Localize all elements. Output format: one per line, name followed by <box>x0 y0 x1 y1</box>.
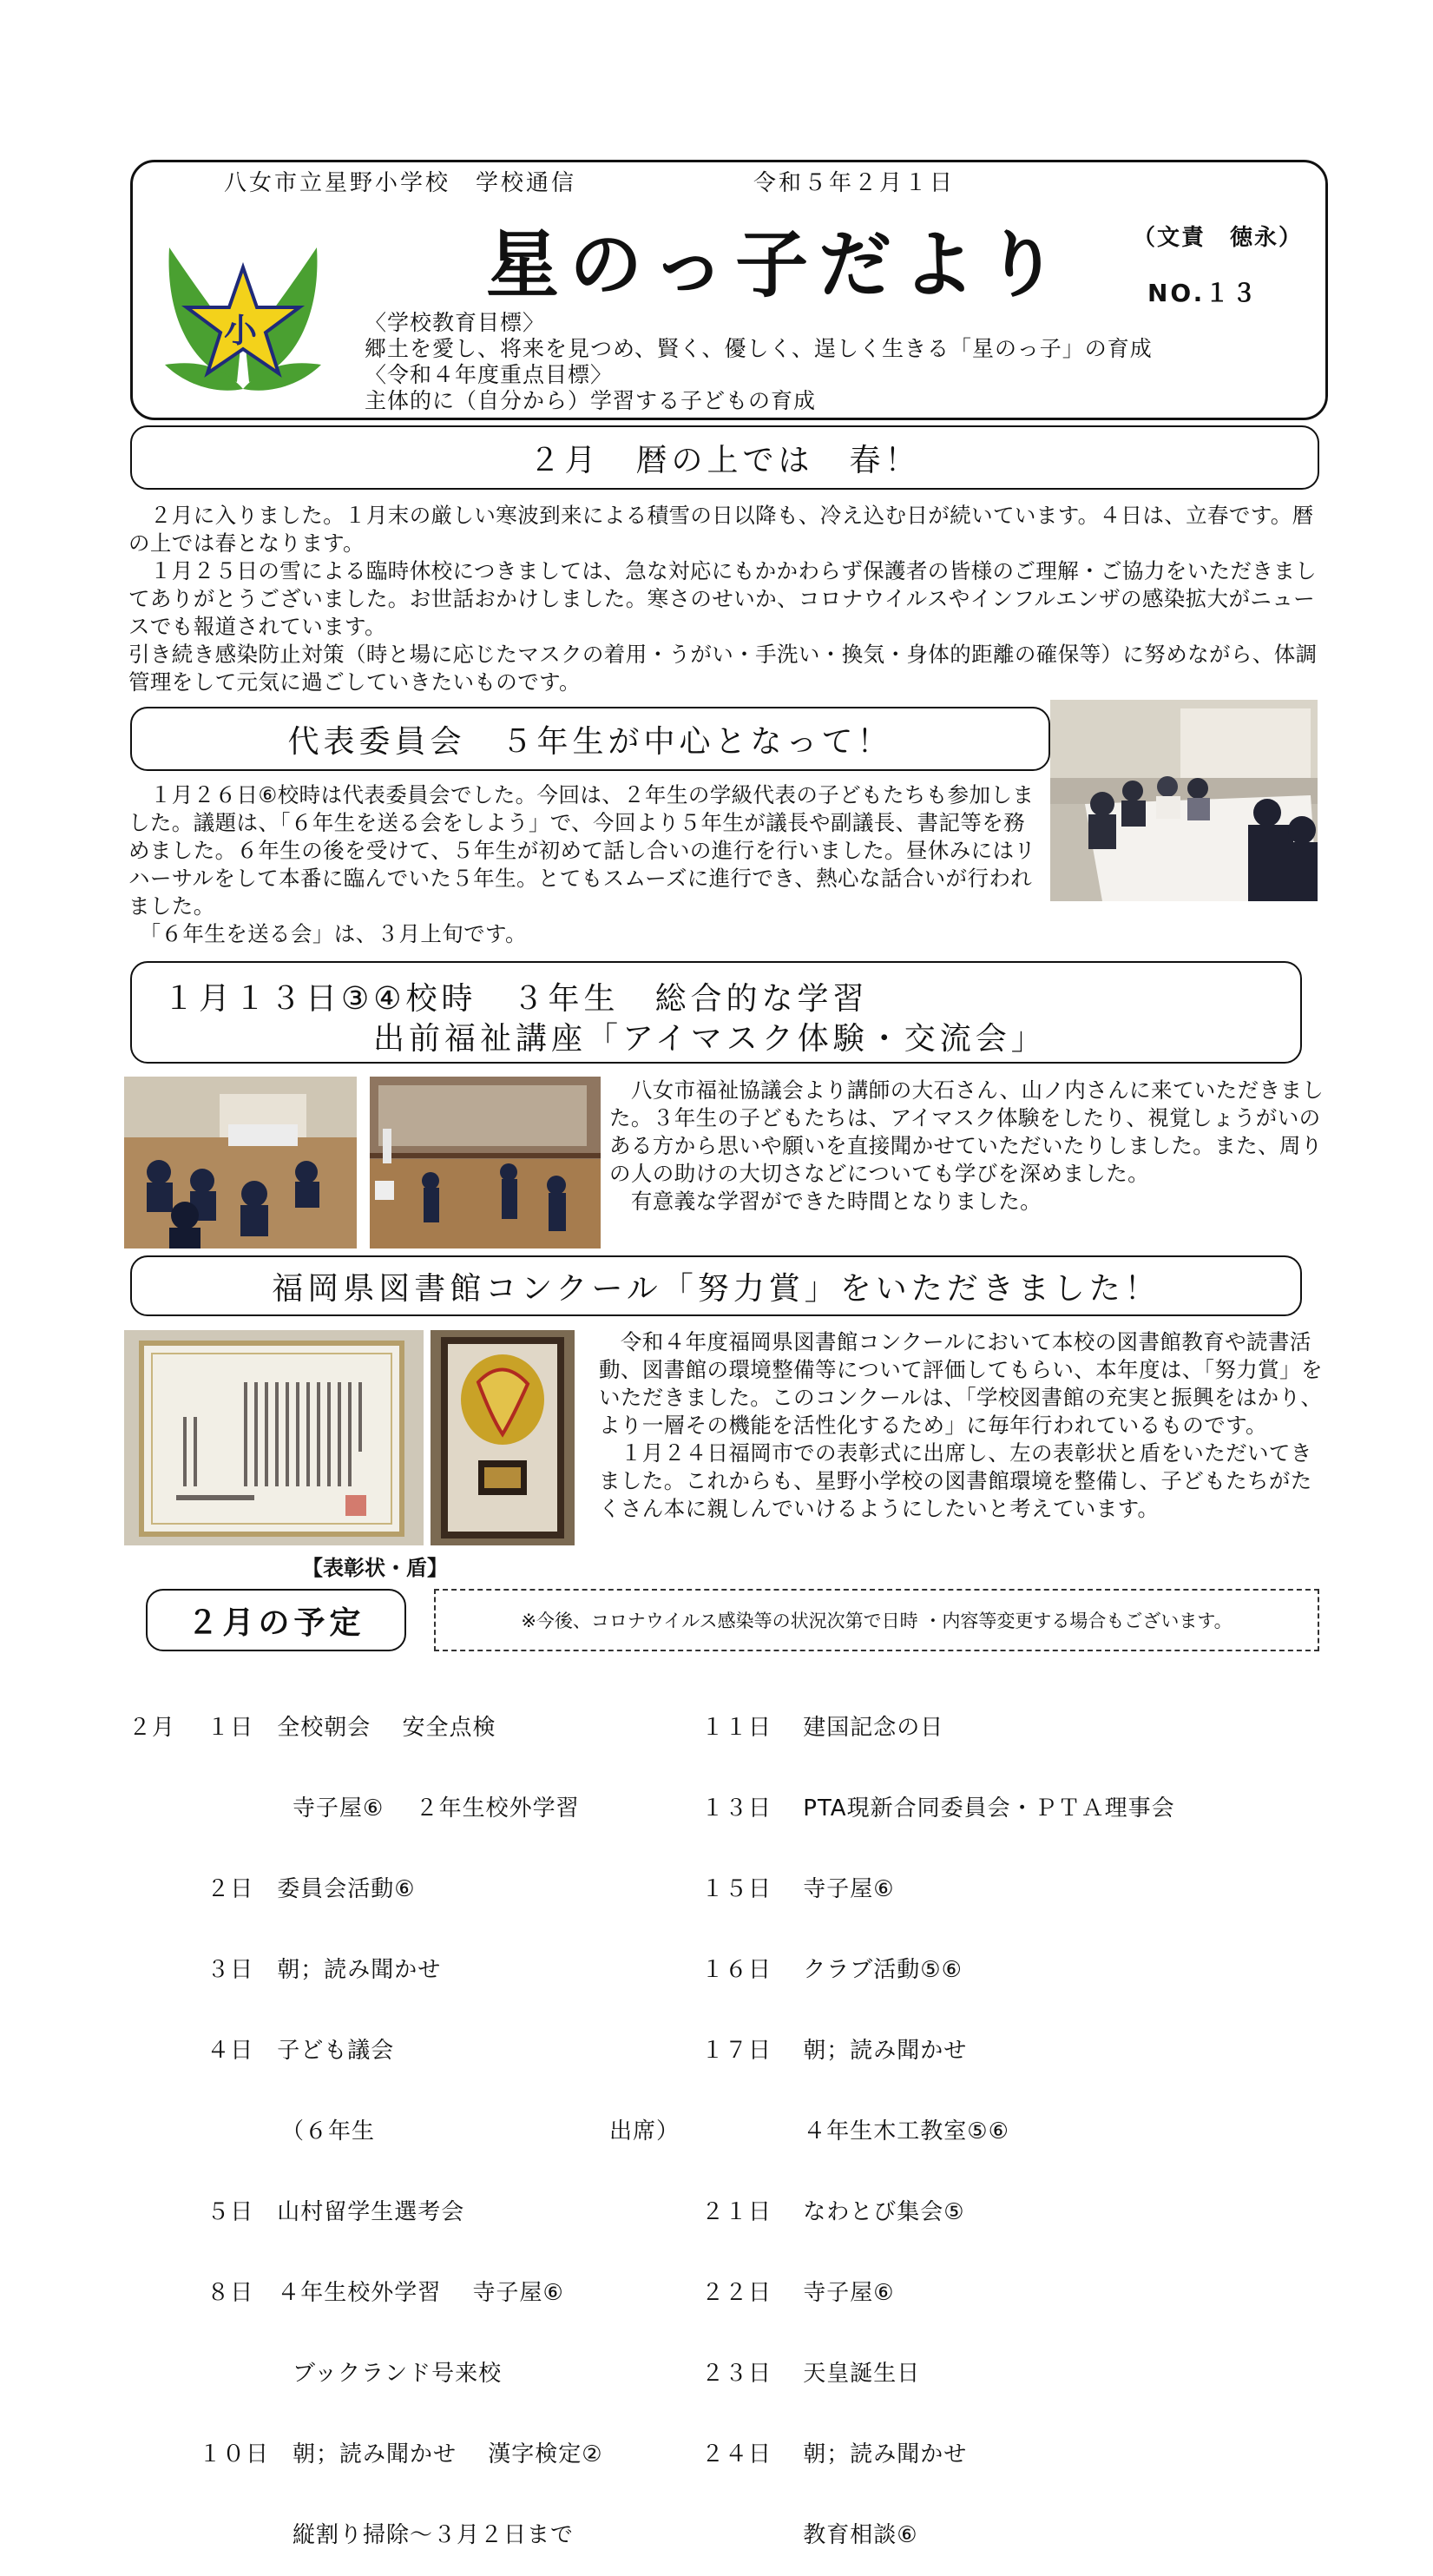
section4-body <box>599 1328 1328 1523</box>
logo-text: 小 <box>224 312 258 350</box>
schedule-item: １１日 建国記念の日 <box>701 1715 944 1741</box>
school-logo <box>161 217 325 412</box>
school-line: 八女市立星野小学校 学校通信 <box>224 170 577 196</box>
paragraph: 有意義な学習ができた時間となりました。 <box>609 1189 1042 1214</box>
certificate-photo <box>124 1330 424 1545</box>
issue-date: 令和５年２月１日 <box>753 170 956 196</box>
schedule-item: １０日 朝；読み聞かせ 漢字検定② <box>128 2441 603 2467</box>
section3-body <box>609 1077 1330 1216</box>
paragraph: １月２４日福岡市での表彰式に出席し、左の表彰状と盾をいただいてきました。これからも、星野小学校の図書館環境を整備し、子どもたちがたくさん本に親しんでいけるようにしたいと考えています。 <box>599 1440 1312 1521</box>
schedule-item: ８日 ４年生校外学習 寺子屋⑥ <box>128 2280 564 2306</box>
schedule-item: ３日 朝；読み聞かせ <box>128 1957 442 1983</box>
schedule-item: ５日 山村留学生選考会 <box>128 2199 465 2225</box>
eyemask-photo-1 <box>124 1077 357 1248</box>
paragraph: ２月に入りました。１月末の厳しい寒波到来による積雪の日以降も、冷え込む日が続いています。４日は、立春です。暦の上では春となります。 <box>128 503 1314 556</box>
schedule-item: 教育相談⑥ <box>701 2522 918 2548</box>
schedule-item: ブックランド号来校 <box>128 2361 503 2387</box>
paragraph: 令和４年度福岡県図書館コンクールにおいて本校の図書館教育や読書活動、図書館の環境整備等について評価してもらい、本年度は、「努力賞」をいただきました。このコンクールは、「学校図書館の充実と振興をはかり、より一層その機能を活性化するため」に毎年行われているものです。 <box>599 1329 1323 1438</box>
focus-goal-heading: 〈令和４年度重点目標〉 <box>365 362 614 387</box>
section3-heading-line1: １月１３日③④校時 ３年生 総合的な学習 <box>163 981 869 1017</box>
schedule-item: 縦割り掃除～３月２日まで <box>128 2522 575 2548</box>
focus-goal-text: 主体的に（自分から）学習する子どもの育成 <box>365 388 817 413</box>
paragraph: 「６年生を送る会」は、３月上旬です。 <box>128 921 527 946</box>
newsletter-title: 星のっ子だより <box>486 221 1069 307</box>
schedule-item: ２月 １日 全校朝会 安全点検 <box>128 1715 496 1741</box>
schedule-item: １７日 朝；読み聞かせ <box>701 2038 968 2064</box>
author-credit: （文責 徳永） <box>1133 225 1304 251</box>
section1-body <box>128 502 1326 696</box>
paragraph: 引き続き感染防止対策（時と場に応じたマスクの着用・うがい・手洗い・換気・身体的距離の確保等）に努めながら、体調管理をして元気に過ごしていきたいものです。 <box>128 642 1318 695</box>
schedule-item: ４日 子ども議会 <box>128 2038 395 2064</box>
school-goal-text: 郷土を愛し、将来を見つめ、賢く、優しく、逞しく生きる「星のっ子」の育成 <box>365 336 1153 361</box>
schedule-item: （６年生 出席） <box>128 2118 680 2144</box>
schedule-item: 寺子屋⑥ ２年生校外学習 <box>128 1795 580 1822</box>
schedule-item: ２日 委員会活動⑥ <box>128 1876 416 1902</box>
section4-heading: 福岡県図書館コンクール「努力賞」をいただきました！ <box>130 1255 1302 1316</box>
schedule-left-column <box>128 1661 680 2576</box>
schedule-notice-text: ※今後、コロナウイルス感染等の状況次第で日時 ・内容等変更する場合もございます。 <box>521 1611 1233 1631</box>
section2-body <box>128 781 1040 948</box>
schedule-item: ２３日 天皇誕生日 <box>701 2361 921 2387</box>
photo-caption: 【表彰状・盾】 <box>302 1556 448 1580</box>
schedule-item: ４年生木工教室⑤⑥ <box>701 2118 1009 2144</box>
paragraph: 八女市福祉協議会より講師の大石さん、山ノ内さんに来ていただきました。３年生の子どもたちは、アイマスク体験をしたり、視覚しょうがいのある方から思いや願いを直接聞かせていただいたりしました。また、周りの人の助けの大切さなどについても学びを深めました。 <box>609 1077 1325 1186</box>
schedule-right-column <box>701 1661 1175 2576</box>
schedule-item: ２４日 朝；読み聞かせ <box>701 2441 968 2467</box>
schedule-item: ２１日 なわとび集会⑤ <box>701 2199 965 2225</box>
section3-heading-line2: 出前福祉講座「アイマスク体験・交流会」 <box>373 1021 1047 1057</box>
committee-meeting-photo <box>1050 700 1318 901</box>
paragraph: １月２６日⑥校時は代表委員会でした。今回は、２年生の学級代表の子どもたちも参加しました。議題は、「６年生を送る会をしよう」で、今回より５年生が議長や副議長、書記等を務めました。６年生の後を受けて、５年生が初めて話し合いの進行を行いました。昼休みにはリハーサルをして本番に臨んでいた５年生。とてもスムーズに進行でき、熱心な話合いが行われました。 <box>128 782 1036 919</box>
schedule-item: １３日 PTA現新合同委員会・ＰＴＡ理事会 <box>701 1795 1175 1822</box>
eyemask-photo-2 <box>370 1077 601 1248</box>
shield-plaque-photo <box>431 1330 575 1545</box>
schedule-item: １６日 クラブ活動⑤⑥ <box>701 1957 963 1983</box>
section2-heading: 代表委員会 ５年生が中心となって！ <box>130 707 1050 771</box>
schedule-item: ２２日 寺子屋⑥ <box>701 2280 895 2306</box>
schedule-notice <box>434 1589 1319 1651</box>
school-goal-heading: 〈学校教育目標〉 <box>365 310 546 335</box>
section1-heading: ２月 暦の上では 春！ <box>130 425 1319 490</box>
schedule-heading: ２月の予定 <box>146 1589 406 1651</box>
issue-number: NO.１３ <box>1147 279 1259 307</box>
paragraph: １月２５日の雪による臨時休校につきましては、急な対応にもかかわらず保護者の皆様のご理解・ご協力をいただきましてありがとうございました。お世話おかけしました。寒さのせいか、コロナウイルスやインフルエンザの感染拡大がニュースでも報道されています。 <box>128 558 1318 639</box>
schedule-item: １５日 寺子屋⑥ <box>701 1876 895 1902</box>
